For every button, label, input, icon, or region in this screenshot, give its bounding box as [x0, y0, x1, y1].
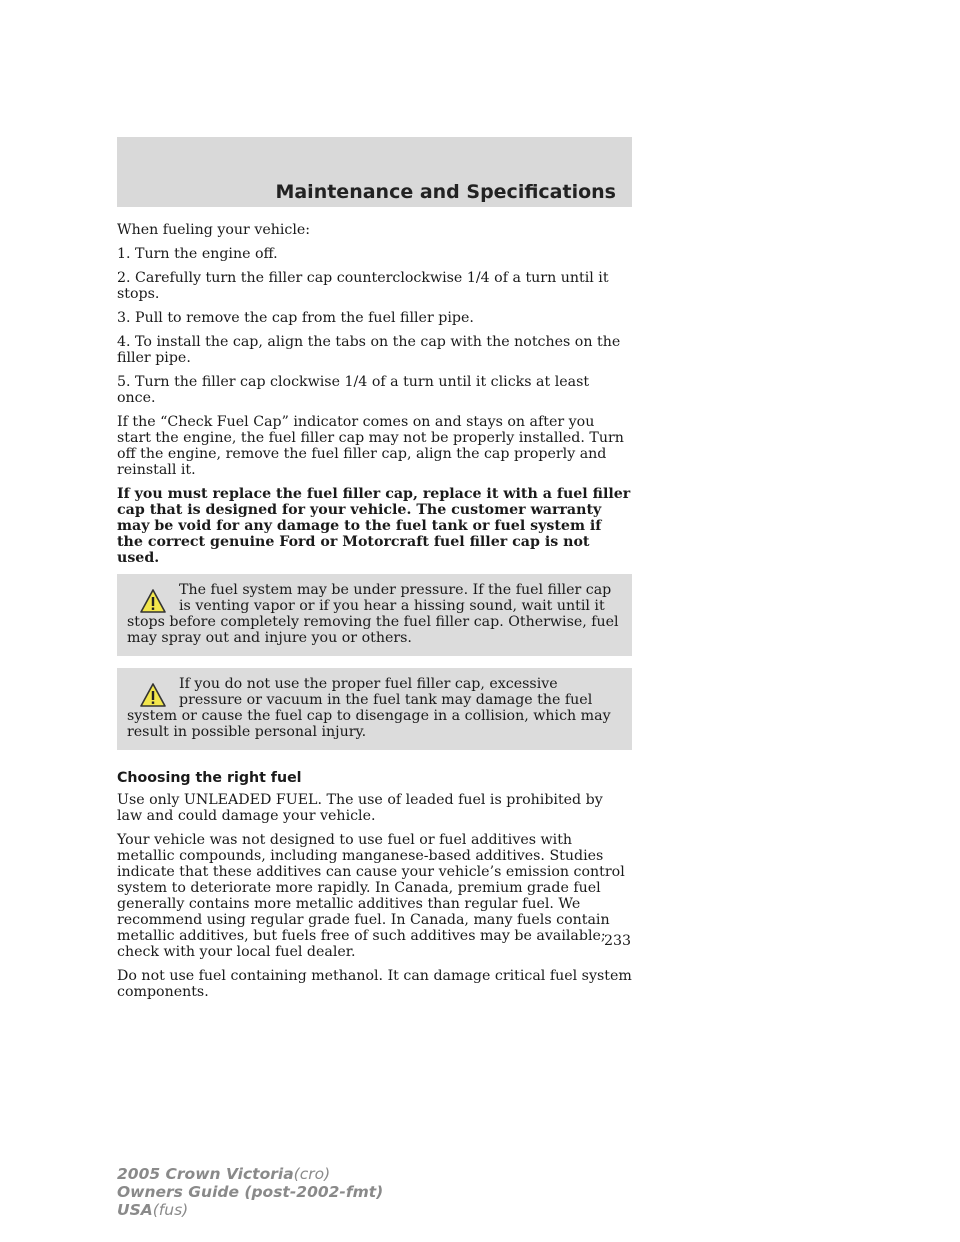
- warning-box: [117, 668, 632, 750]
- warning-box: [117, 574, 632, 656]
- step-item: 4. To install the cap, align the tabs on the cap with the notches on the filler pipe.: [117, 334, 621, 366]
- footer-model-code: (cro): [293, 1165, 331, 1183]
- warning-text: If you do not use the proper fuel filler cap, excessive pressure or vacuum in the fuel tank may damage the fuel system or cause the fuel cap to disengage in a collision, which may result in possible personal injury.: [127, 676, 611, 740]
- step-item: 3. Pull to remove the cap from the fuel filler pipe.: [117, 310, 474, 326]
- page-content: [117, 222, 632, 1008]
- section-heading: Choosing the right fuel: [117, 770, 302, 786]
- step-item: 2. Carefully turn the filler cap counterclockwise 1/4 of a turn until it stops.: [117, 270, 609, 302]
- section-paragraph: Your vehicle was not designed to use fuel or fuel additives with metallic compounds, including manganese-based additives. Studies indicate that these additives can cause your vehicle’s emission control system to deteriorate more rapidly. In Canada, premium grade fuel generally contains more metallic additives than regular fuel. We recommend using regular grade fuel. In Canada, many fuels contain metallic additives, but fuels free of such additives may be available; check with your local fuel dealer.: [117, 832, 625, 960]
- footer-line-market: [117, 1201, 383, 1219]
- check-fuel-cap-paragraph: If the “Check Fuel Cap” indicator comes on and stays on after you start the engine, the fuel filler cap may not be properly installed. Turn off the engine, remove the fuel filler cap, align the cap properly and reinstall it.: [117, 414, 624, 478]
- step-item: 5. Turn the filler cap clockwise 1/4 of a turn until it clicks at least once.: [117, 374, 590, 406]
- page-number: 233: [604, 933, 632, 949]
- footer-line-model: [117, 1165, 383, 1183]
- footer-model: 2005 Crown Victoria: [117, 1165, 294, 1183]
- warning-text: The fuel system may be under pressure. If the fuel filler cap is venting vapor or if you hear a hissing sound, wait until it stops before completely removing the fuel filler cap. Otherwise, fuel may spray out and injure you or others.: [127, 582, 619, 646]
- footer-market: USA: [117, 1201, 153, 1219]
- warning-triangle-icon: [139, 588, 167, 614]
- section-paragraph: Use only UNLEADED FUEL. The use of leaded fuel is prohibited by law and could damage your vehicle.: [117, 792, 603, 824]
- footer-guide: Owners Guide (post-2002-fmt): [117, 1183, 384, 1201]
- section-header-band: [117, 137, 632, 207]
- replacement-notice: If you must replace the fuel filler cap, replace it with a fuel filler cap that is designed for your vehicle. The customer warranty may be void for any damage to the fuel tank or fuel system if the correct genuine Ford or Motorcraft fuel filler cap is not used.: [117, 486, 631, 566]
- warning-triangle-icon: [139, 682, 167, 708]
- document-footer: [117, 1165, 383, 1219]
- fueling-intro: When fueling your vehicle:: [117, 222, 311, 238]
- step-item: 1. Turn the engine off.: [117, 246, 278, 262]
- section-title: Maintenance and Specifications: [275, 181, 616, 203]
- footer-line-guide: [117, 1183, 383, 1201]
- section-paragraph: Do not use fuel containing methanol. It can damage critical fuel system components.: [117, 968, 632, 1000]
- footer-market-code: (fus): [152, 1201, 189, 1219]
